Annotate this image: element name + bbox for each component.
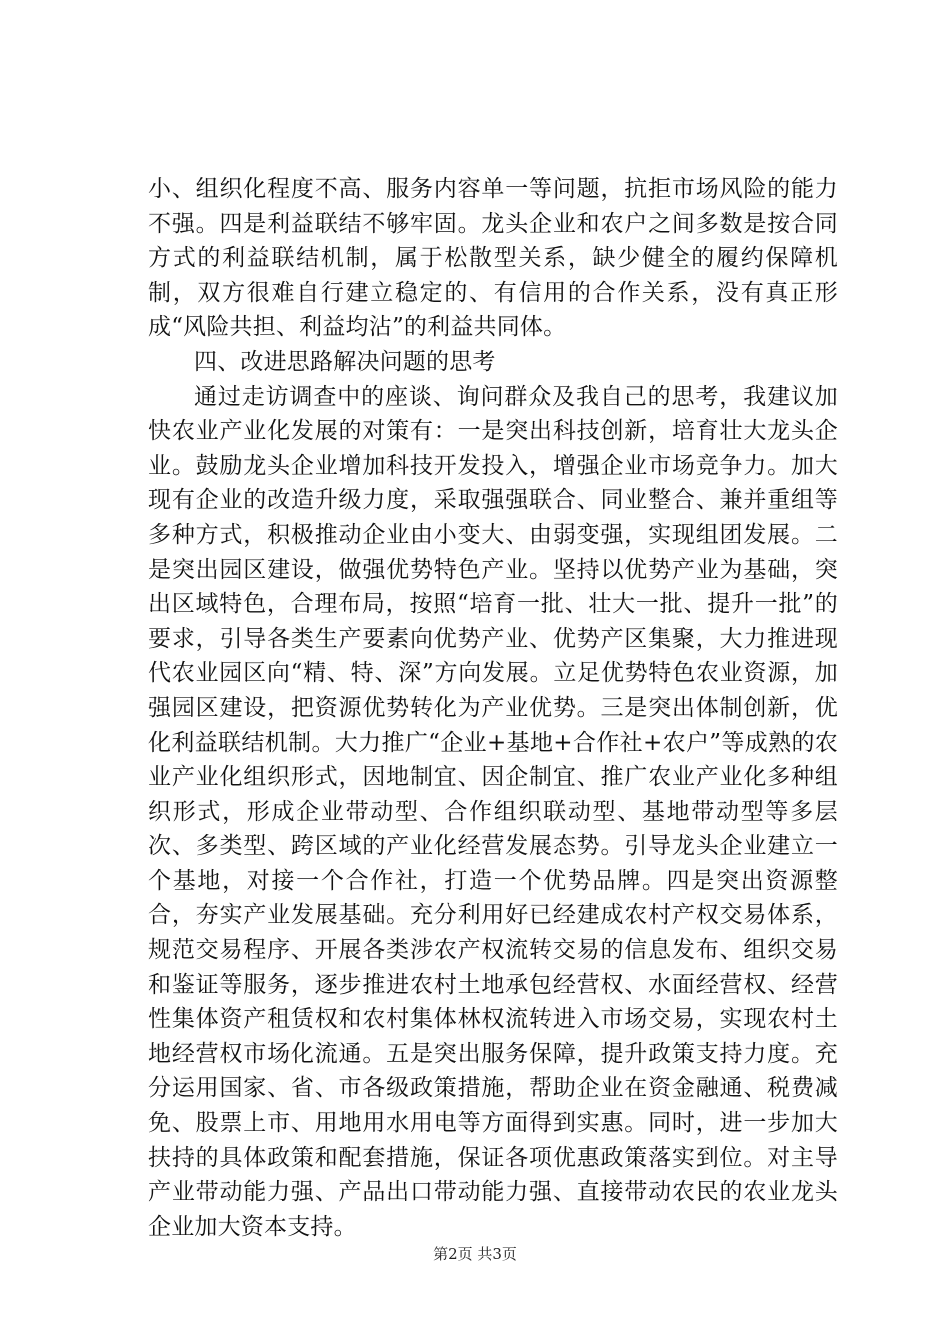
page-number-footer: 第2页 共3页 xyxy=(433,1245,517,1263)
document-body xyxy=(148,172,838,1244)
section-heading: 四、改进思路解决问题的思考 xyxy=(194,348,496,375)
paragraph-recommendations: 通过走访调查中的座谈、询问群众及我自己的思考，我建议加快农业产业化发展的对策有：一是突出科技创新，培育壮大龙头企业。鼓励龙头企业增加科技开发投入，增强企业市场竞争力。加大现有企业的改造升级力度，采取强强联合、同业整合、兼并重组等多种方式，积极推动企业由小变大、由弱变强，实现组团发展。二是突出园区建设，做强优势特色产业。坚持以优势产业为基础，突出区域特色，合理布局，按照“培育一批、壮大一批、提升一批”的要求，引导各类生产要素向优势产业、优势产区集聚，大力推进现代农业园区向“精、特、深”方向发展。立足优势特色农业资源，加强园区建设，把资源优势转化为产业优势。三是突出体制创新，优化利益联结机制。大力推广“企业+基地+合作社+农户”等成熟的农业产业化组织形式，因地制宜、因企制宜、推广农业产业化多种组织形式，形成企业带动型、合作组织联动型、基地带动型等多层次、多类型、跨区域的产业化经营发展态势。引导龙头企业建立一个基地，对接一个合作社，打造一个优势品牌。四是突出资源整合，夯实产业发展基础。充分利用好已经建成农村产权交易体系，规范交易程序、开展各类涉农产权流转交易的信息发布、组织交易和鉴证等服务，逐步推进农村土地承包经营权、水面经营权、经营性集体资产租赁权和农村集体林权流转进入市场交易，实现农村土地经营权市场化流通。五是突出服务保障，提升政策支持力度。充分运用国家、省、市各级政策措施，帮助企业在资金融通、税费减免、股票上市、用地用水用电等方面得到实惠。同时，进一步加大扶持的具体政策和配套措施，保证各项优惠政策落实到位。对主导产业带动能力强、产品出口带动能力强、直接带动农民的农业龙头企业加大资本支持。 xyxy=(148,383,838,1240)
paragraph-continuation: 小、组织化程度不高、服务内容单一等问题，抗拒市场风险的能力不强。四是利益联结不够牢固。龙头企业和农户之间多数是按合同方式的利益联结机制，属于松散型关系，缺少健全的履约保障机制，双方很难自行建立稳定的、有信用的合作关系，没有真正形成“风险共担、利益均沾”的利益共同体。 xyxy=(148,176,838,341)
